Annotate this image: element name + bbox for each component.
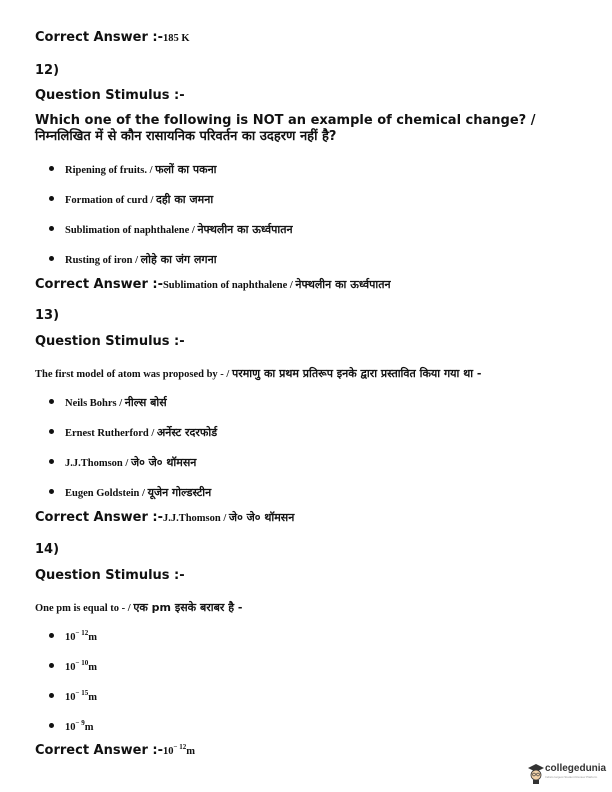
prev-correct-answer bbox=[35, 30, 190, 45]
bullet bbox=[49, 693, 54, 698]
question-stimulus-label: Question Stimulus :- bbox=[35, 568, 185, 583]
option-item: Ripening of fruits. / फलों का पकना bbox=[49, 158, 217, 177]
option-item: J.J.Thomson / जे० जे० थॉमसन bbox=[49, 451, 196, 470]
question-stimulus-label: Question Stimulus :- bbox=[35, 88, 185, 103]
question-title: One pm is equal to - / एक pm इसके बराबर है - bbox=[35, 601, 243, 614]
correct-answer: Correct Answer :-Sublimation of naphthalene / नेफ्थलीन का ऊर्ध्वपातन bbox=[35, 277, 391, 292]
bullet bbox=[49, 399, 54, 404]
logo-tagline: India's largest Student Review Platform bbox=[545, 775, 598, 779]
correct-answer: Correct Answer $:-10^{- 12}m$ bbox=[35, 743, 195, 758]
option-item: $10^{- 12}m$ bbox=[49, 625, 97, 644]
option-item: $10^{- 9}m$ bbox=[49, 715, 94, 734]
option-item: Sublimation of naphthalene / नेफ्थलीन का ऊर्ध्वपातन bbox=[49, 218, 293, 237]
option-item: Neils Bohrs / नील्स बोर्स bbox=[49, 391, 167, 410]
question-title: Which one of the following is NOT an example of chemical change? / निम्नलिखित में से कौन रासायनिक परिवर्तन का उदहरण नहीं है? bbox=[35, 113, 536, 144]
logo-text: collegedunia bbox=[545, 763, 607, 774]
bullet bbox=[49, 633, 54, 638]
collegedunia-logo bbox=[527, 760, 607, 786]
correct-answer-value: 185 K bbox=[162, 33, 190, 44]
bullet bbox=[49, 429, 54, 434]
bullet bbox=[49, 663, 54, 668]
question-title: The first model of atom was proposed by - / परमाणु का प्रथम प्रतिरूप इनके द्वारा प्रस्तावित किया गया था - bbox=[35, 367, 482, 380]
option-item: Rusting of iron / लोहे का जंग लगना bbox=[49, 248, 217, 267]
bullet bbox=[49, 459, 54, 464]
option-item: Eugen Goldstein / यूजेन गोल्डस्टीन bbox=[49, 481, 211, 500]
question-number: 12) bbox=[35, 63, 60, 78]
option-item: $10^{- 10}m$ bbox=[49, 655, 97, 674]
option-item: $10^{- 15}m$ bbox=[49, 685, 97, 704]
question-stimulus-label: Question Stimulus :- bbox=[35, 334, 185, 349]
bullet bbox=[49, 196, 54, 201]
graduate-mascot-icon bbox=[527, 762, 545, 784]
correct-answer-label: Correct Answer :- bbox=[35, 30, 163, 45]
correct-answer: Correct Answer :-J.J.Thomson / जे० जे० थॉमसन bbox=[35, 510, 295, 525]
question-number: 13) bbox=[35, 308, 60, 323]
bullet bbox=[49, 489, 54, 494]
bullet bbox=[49, 226, 54, 231]
option-item: Ernest Rutherford / अर्नेस्ट रदरफोर्ड bbox=[49, 421, 217, 440]
bullet bbox=[49, 723, 54, 728]
bullet bbox=[49, 166, 54, 171]
option-item: Formation of curd / दही का जमना bbox=[49, 188, 213, 207]
bullet bbox=[49, 256, 54, 261]
question-number: 14) bbox=[35, 542, 60, 557]
